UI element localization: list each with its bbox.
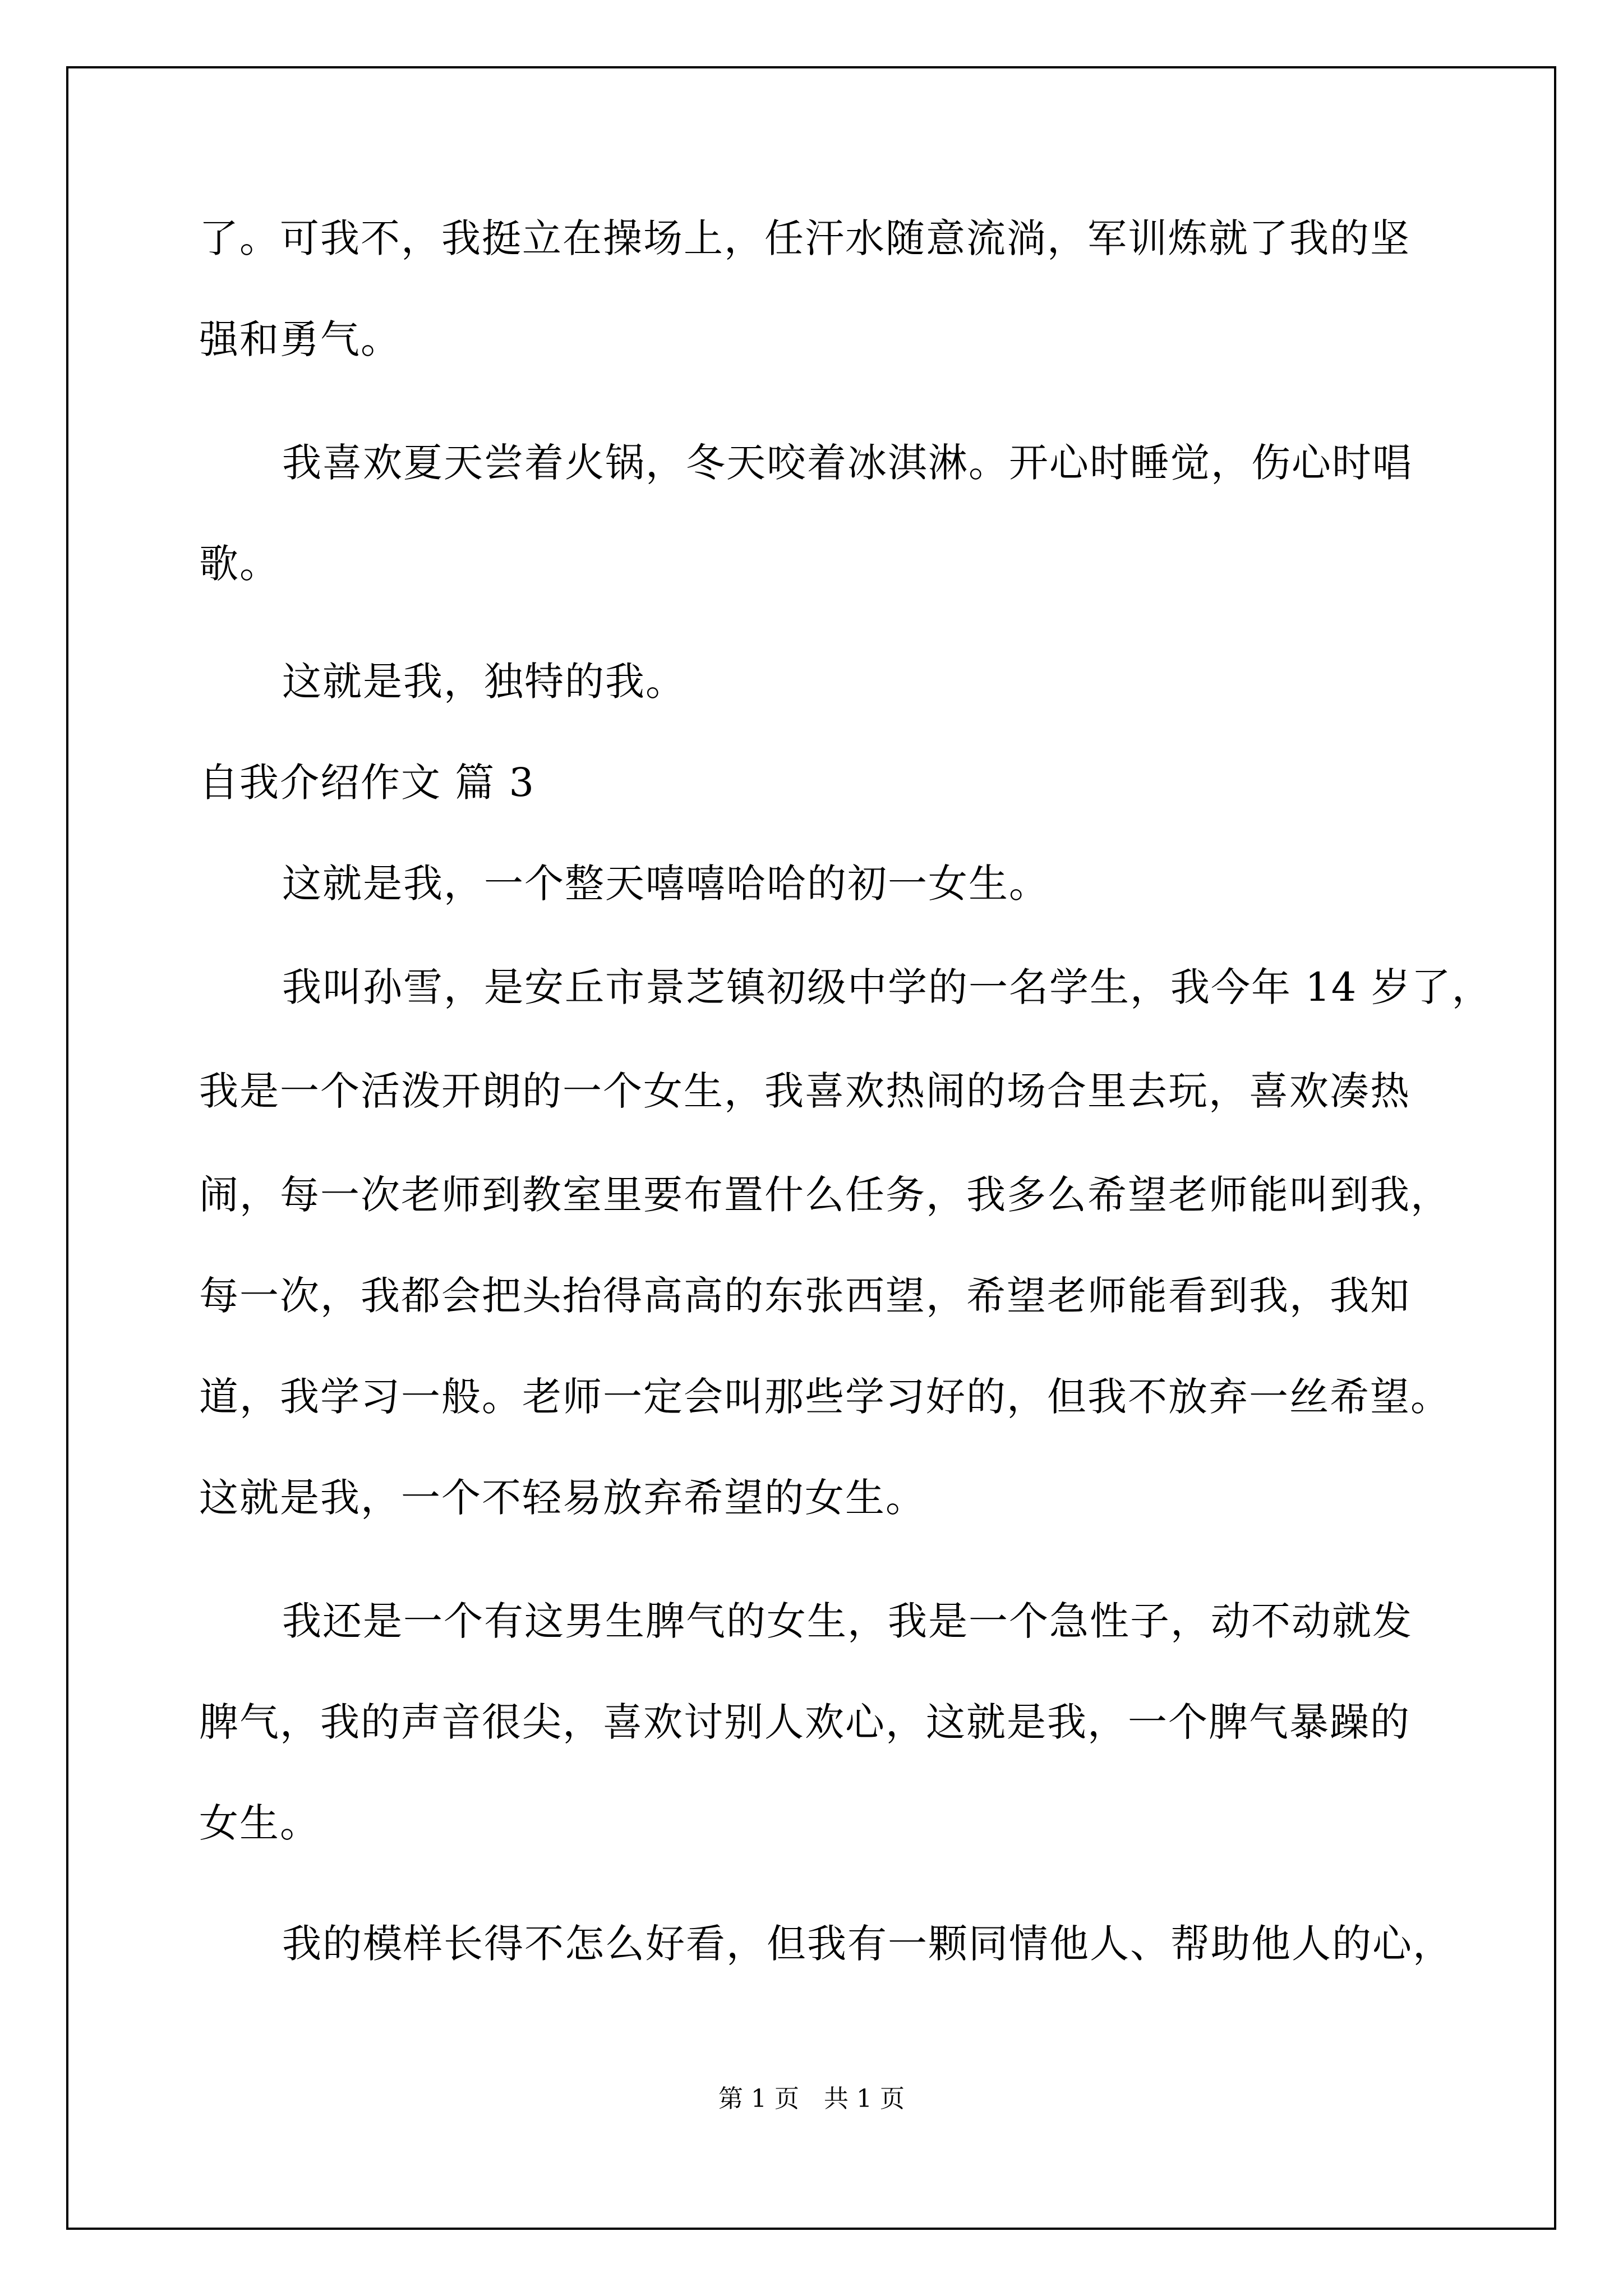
paragraph-start: 我喜欢夏天尝着火锅，冬天咬着冰淇淋。开心时睡觉，伤心时唱 bbox=[282, 440, 1413, 486]
page-footer: 第 1 页 共 1 页 bbox=[718, 2085, 905, 2113]
text-line: 道，我学习一般。老师一定会叫那些学习好的，但我不放弃一丝希望。 bbox=[199, 1374, 1451, 1420]
text-line: 每一次，我都会把头抬得高高的东张西望，希望老师能看到我，我知 bbox=[199, 1273, 1410, 1319]
paragraph-start: 我还是一个有这男生脾气的女生，我是一个急性子，动不动就发 bbox=[282, 1598, 1413, 1644]
page-border bbox=[66, 66, 1556, 2230]
paragraph-start: 这就是我，独特的我。 bbox=[282, 659, 686, 705]
text-line: 歌。 bbox=[199, 541, 280, 587]
section-heading: 自我介绍作文 篇 3 bbox=[199, 760, 536, 806]
text-line: 脾气，我的声音很尖，喜欢讨别人欢心，这就是我，一个脾气暴躁的 bbox=[199, 1699, 1410, 1745]
paragraph-start: 这就是我，一个整天嘻嘻哈哈的初一女生。 bbox=[282, 861, 1049, 907]
text-line: 强和勇气。 bbox=[199, 316, 401, 362]
text-line: 这就是我，一个不轻易放弃希望的女生。 bbox=[199, 1475, 926, 1521]
paragraph-start: 我的模样长得不怎么好看，但我有一颗同情他人、帮助他人的心， bbox=[282, 1921, 1453, 1967]
text-line: 女生。 bbox=[199, 1800, 320, 1846]
text-line: 闹，每一次老师到教室里要布置什么任务，我多么希望老师能叫到我， bbox=[199, 1172, 1451, 1218]
text-line: 了。可我不，我挺立在操场上，任汗水随意流淌，军训炼就了我的坚 bbox=[199, 215, 1410, 261]
paragraph-start: 我叫孙雪，是安丘市景芝镇初级中学的一名学生，我今年 14 岁了， bbox=[282, 964, 1492, 1010]
text-line: 我是一个活泼开朗的一个女生，我喜欢热闹的场合里去玩，喜欢凑热 bbox=[199, 1068, 1410, 1114]
